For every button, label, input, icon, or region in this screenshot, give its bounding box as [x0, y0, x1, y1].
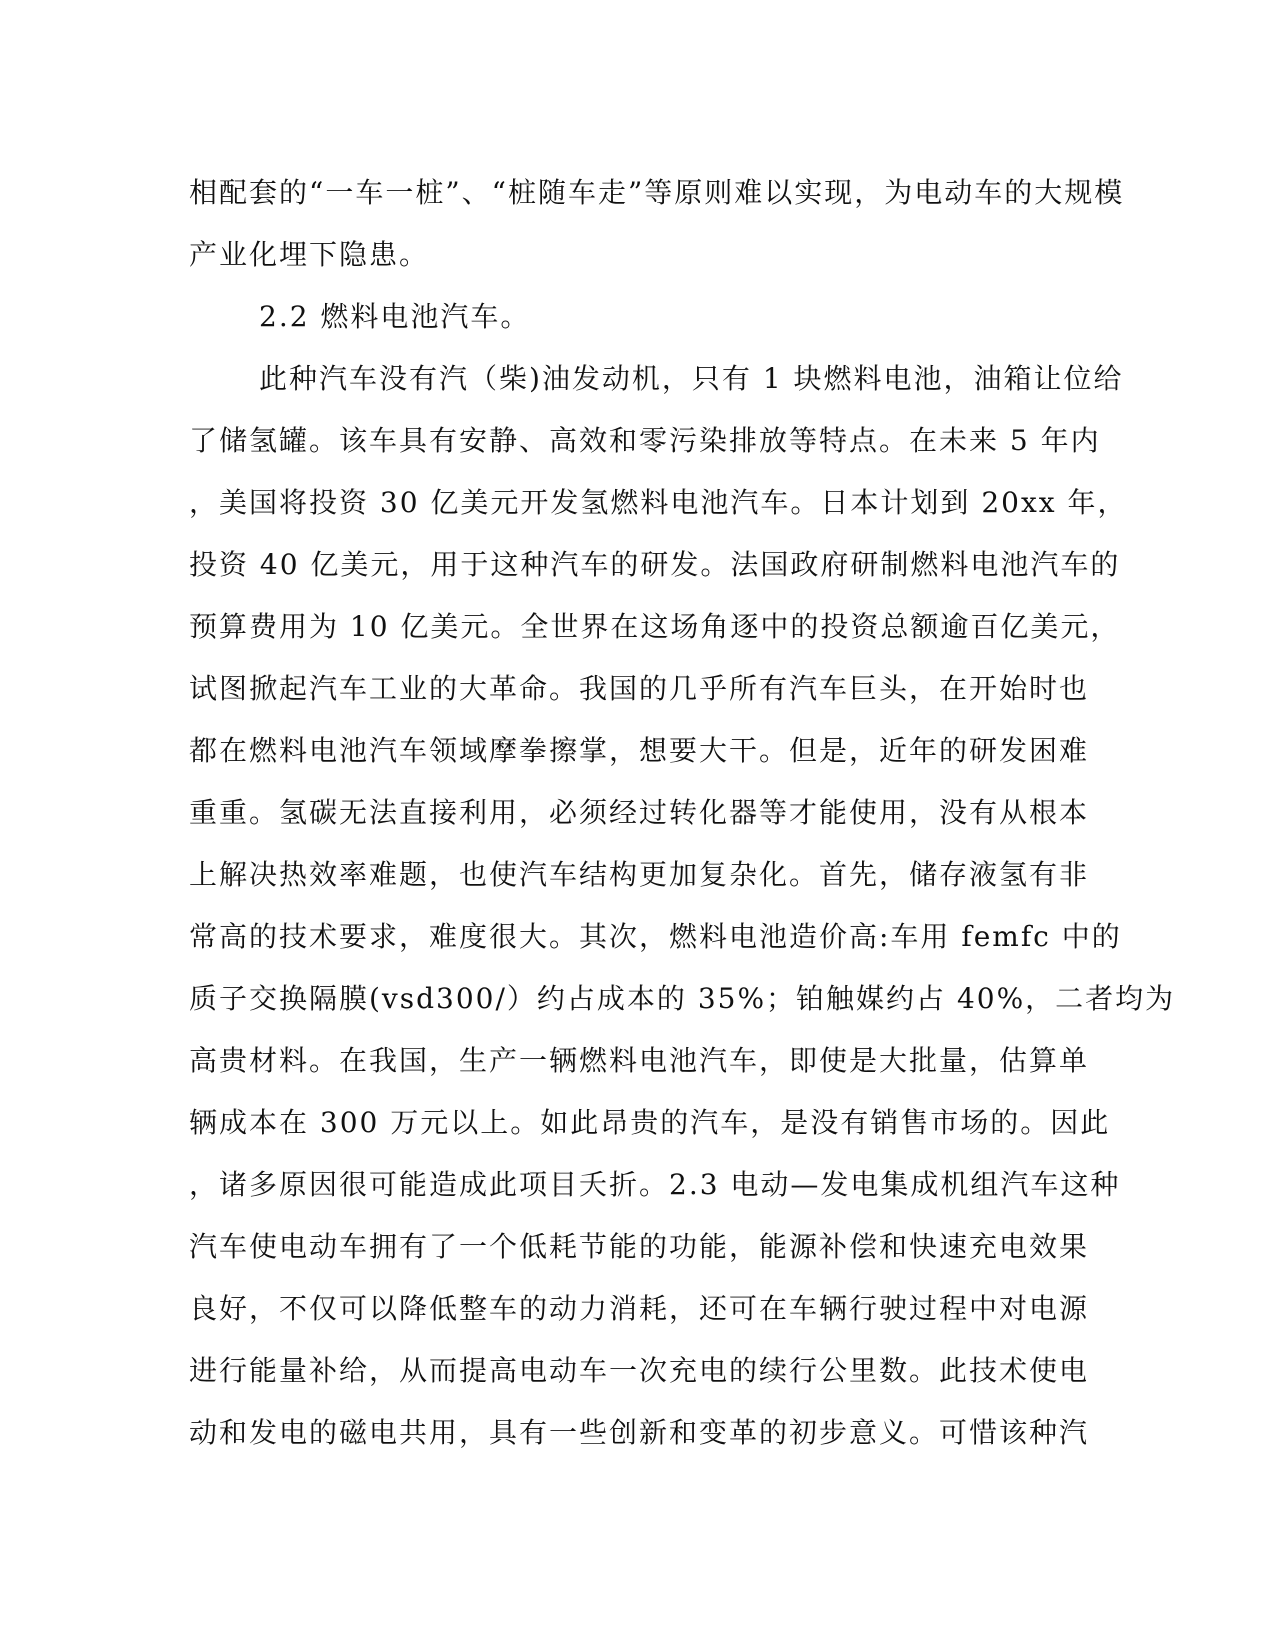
text-line: 质子交换隔膜(vsd300/）约占成本的 35%；铂触媒约占 40%，二者均为: [189, 982, 1176, 1015]
body-text: [189, 162, 1176, 1464]
text-line: 预算费用为 10 亿美元。全世界在这场角逐中的投资总额逾百亿美元，: [189, 610, 1121, 643]
section-heading: 2.2 燃料电池汽车。: [259, 300, 531, 333]
text-line: 汽车使电动车拥有了一个低耗节能的功能，能源补偿和快速充电效果: [189, 1230, 1090, 1263]
text-line: 辆成本在 300 万元以上。如此昂贵的汽车，是没有销售市场的。因此: [189, 1106, 1111, 1139]
text-line: 产业化埋下隐患。: [189, 238, 430, 271]
text-line: 常高的技术要求，难度很大。其次，燃料电池造价高:车用 femfc 中的: [189, 920, 1122, 953]
text-line: 投资 40 亿美元，用于这种汽车的研发。法国政府研制燃料电池汽车的: [189, 548, 1121, 581]
text-line: 高贵材料。在我国，生产一辆燃料电池汽车，即使是大批量，估算单: [189, 1044, 1090, 1077]
text-line: ，美国将投资 30 亿美元开发氢燃料电池汽车。日本计划到 20xx 年，: [189, 486, 1128, 519]
text-line: 动和发电的磁电共用，具有一些创新和变革的初步意义。可惜该种汽: [189, 1416, 1090, 1449]
text-line: 试图掀起汽车工业的大革命。我国的几乎所有汽车巨头，在开始时也: [189, 672, 1090, 705]
text-line: ，诸多原因很可能造成此项目夭折。2.3 电动—发电集成机组汽车这种: [189, 1168, 1121, 1201]
text-line: 了储氢罐。该车具有安静、高效和零污染排放等特点。在未来 5 年内: [189, 424, 1101, 457]
text-line: 进行能量补给，从而提高电动车一次充电的续行公里数。此技术使电: [189, 1354, 1090, 1387]
text-line: 重重。氢碳无法直接利用，必须经过转化器等才能使用，没有从根本: [189, 796, 1090, 829]
text-line: 此种汽车没有汽（柴)油发动机，只有 1 块燃料电池，油箱让位给: [259, 362, 1124, 395]
text-line: 良好，不仅可以降低整车的动力消耗，还可在车辆行驶过程中对电源: [189, 1292, 1090, 1325]
text-line: 上解决热效率难题，也使汽车结构更加复杂化。首先，储存液氢有非: [189, 858, 1090, 891]
text-line: 相配套的“一车一桩”、“桩随车走”等原则难以实现，为电动车的大规模: [189, 176, 1125, 209]
text-line: 都在燃料电池汽车领域摩拳擦掌，想要大干。但是，近年的研发困难: [189, 734, 1090, 767]
